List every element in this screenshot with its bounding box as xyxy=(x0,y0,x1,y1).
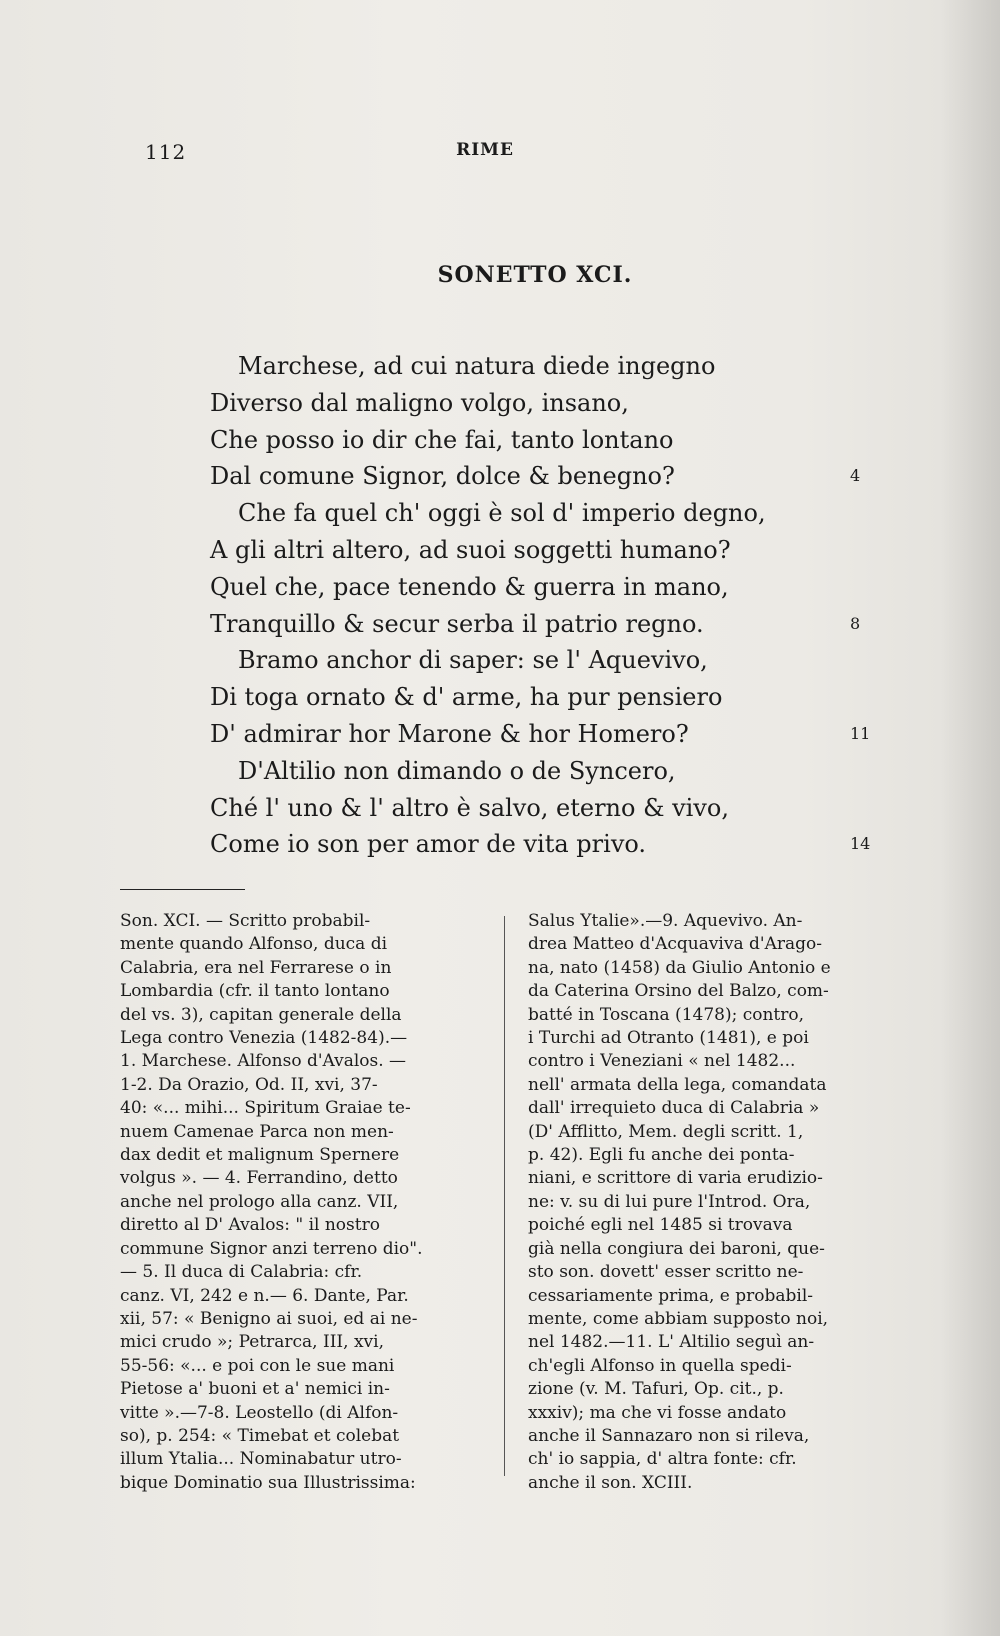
note-line: batté in Toscana (1478); contro, xyxy=(528,1004,805,1025)
verse-line xyxy=(210,495,910,532)
note-line: bique Dominatio sua Illustrissima: xyxy=(120,1472,416,1493)
note-line: 55-56: «... e poi con le sue mani xyxy=(120,1355,395,1376)
verse-line xyxy=(210,532,910,569)
page-number: 112 xyxy=(145,140,187,164)
verse-text: Che posso io dir che fai, tanto lontano xyxy=(210,425,674,454)
sonnet-title: SONETTO XCI. xyxy=(437,262,633,288)
verse-line xyxy=(210,348,910,385)
verse-text: Quel che, pace tenendo & guerra in mano, xyxy=(210,572,729,601)
note-line: so), p. 254: « Timebat et colebat xyxy=(120,1425,400,1446)
note-line: dax dedit et malignum Spernere xyxy=(120,1145,400,1166)
note-line: mente quando Alfonso, duca di xyxy=(120,934,388,955)
note-line: commune Signor anzi terreno dio". xyxy=(120,1238,423,1259)
notes-column-left xyxy=(120,910,496,1495)
verse-text: D'Altilio non dimando o de Syncero, xyxy=(238,756,676,785)
note-line: anche il son. XCIII. xyxy=(528,1472,693,1493)
note-line: mici crudo »; Petrarca, III, xvi, xyxy=(120,1332,384,1353)
verse-text: A gli altri altero, ad suoi soggetti humano? xyxy=(210,535,731,564)
verse-line xyxy=(210,422,910,459)
note-line: 1. Marchese. Alfonso d'Avalos. — xyxy=(120,1051,407,1072)
verse-text: Che fa quel ch' oggi è sol d' imperio degno, xyxy=(238,499,766,528)
verse-line xyxy=(210,569,910,606)
note-line: Calabria, era nel Ferrarese o in xyxy=(120,957,392,978)
note-line: niani, e scrittore di varia erudizio- xyxy=(528,1168,823,1189)
commentary-notes xyxy=(120,910,912,1510)
note-line: canz. VI, 242 e n.— 6. Dante, Par. xyxy=(120,1285,409,1306)
note-line: Pietose a' buoni et a' nemici in- xyxy=(120,1379,390,1400)
note-line: dall' irrequieto duca di Calabria » xyxy=(528,1098,820,1119)
note-line: anche il Sannazaro non si rileva, xyxy=(528,1425,810,1446)
verse-line xyxy=(210,790,910,827)
verse-text: Diverso dal maligno volgo, insano, xyxy=(210,388,629,417)
note-line: vitte ».—7-8. Leostello (di Alfon- xyxy=(120,1402,399,1423)
note-line: i Turchi ad Otranto (1481), e poi xyxy=(528,1028,809,1049)
note-line: Lega contro Venezia (1482-84).— xyxy=(120,1028,408,1049)
note-line: p. 42). Egli fu anche dei ponta- xyxy=(528,1145,795,1166)
note-line: na, nato (1458) da Giulio Antonio e xyxy=(528,957,831,978)
footnote-rule xyxy=(120,889,245,890)
verse-text: Ché l' uno & l' altro è salvo, eterno & vivo, xyxy=(210,793,729,822)
verse-text: Bramo anchor di saper: se l' Aquevivo, xyxy=(238,646,708,675)
line-number: 8 xyxy=(850,613,861,633)
note-line: da Caterina Orsino del Balzo, com- xyxy=(528,981,829,1002)
note-line: xii, 57: « Benigno ai suoi, ed ai ne- xyxy=(120,1308,418,1329)
line-number: 4 xyxy=(850,466,861,486)
note-line: — 5. Il duca di Calabria: cfr. xyxy=(120,1262,363,1283)
note-line: poiché egli nel 1485 si trovava xyxy=(528,1215,793,1236)
page-header xyxy=(145,140,825,170)
note-line: mente, come abbiam supposto noi, xyxy=(528,1308,829,1329)
running-title: RIME xyxy=(456,140,514,160)
sonnet-body xyxy=(210,348,910,863)
verse-text: Dal comune Signor, dolce & benegno? xyxy=(210,462,675,491)
note-line: zione (v. M. Tafuri, Op. cit., p. xyxy=(528,1379,784,1400)
note-line: Son. XCI. — Scritto probabil- xyxy=(120,911,371,931)
note-line: cessariamente prima, e probabil- xyxy=(528,1285,814,1306)
verse-text: Marchese, ad cui natura diede ingegno xyxy=(238,352,716,380)
note-line: diretto al D' Avalos: " il nostro xyxy=(120,1215,380,1236)
note-line: nell' armata della lega, comandata xyxy=(528,1074,827,1095)
note-line: sto son. dovett' esser scritto ne- xyxy=(528,1262,804,1283)
line-number: 14 xyxy=(850,834,871,854)
verse-line xyxy=(210,642,910,679)
page-gutter-shadow xyxy=(940,0,1000,1636)
verse-text: Tranquillo & secur serba il patrio regno. xyxy=(210,609,704,638)
note-line: nel 1482.—11. L' Altilio seguì an- xyxy=(528,1332,815,1353)
verse-text: D' admirar hor Marone & hor Homero? xyxy=(210,719,689,748)
note-line: nuem Camenae Parca non men- xyxy=(120,1121,394,1142)
verse-line xyxy=(210,458,910,495)
notes-column-right xyxy=(528,910,904,1495)
note-line: volgus ». — 4. Ferrandino, detto xyxy=(120,1168,398,1189)
verse-line xyxy=(210,716,910,753)
verse-line xyxy=(210,826,910,863)
note-line: ne: v. su di lui pure l'Introd. Ora, xyxy=(528,1191,811,1212)
note-line: del vs. 3), capitan generale della xyxy=(120,1004,402,1025)
note-line: 1-2. Da Orazio, Od. II, xvi, 37- xyxy=(120,1074,378,1095)
note-line: xxxiv); ma che vi fosse andato xyxy=(528,1402,787,1423)
verse-line xyxy=(210,679,910,716)
verse-text: Come io son per amor de vita privo. xyxy=(210,830,647,859)
note-line: 40: «... mihi... Spiritum Graiae te- xyxy=(120,1098,411,1119)
line-number: 11 xyxy=(850,723,871,743)
note-line: Salus Ytalie».—9. Aquevivo. An- xyxy=(528,911,803,931)
note-line: già nella congiura dei baroni, que- xyxy=(528,1238,825,1259)
note-line: drea Matteo d'Acquaviva d'Arago- xyxy=(528,934,822,955)
note-line: Lombardia (cfr. il tanto lontano xyxy=(120,981,390,1002)
note-line: illum Ytalia... Nominabatur utro- xyxy=(120,1449,402,1470)
note-line: anche nel prologo alla canz. VII, xyxy=(120,1191,399,1212)
note-line: contro i Veneziani « nel 1482... xyxy=(528,1051,796,1072)
verse-line xyxy=(210,753,910,790)
verse-line xyxy=(210,385,910,422)
note-line: ch' io sappia, d' altra fonte: cfr. xyxy=(528,1449,797,1470)
note-line: ch'egli Alfonso in quella spedi- xyxy=(528,1355,792,1376)
note-line: (D' Afflitto, Mem. degli scritt. 1, xyxy=(528,1121,804,1142)
verse-text: Di toga ornato & d' arme, ha pur pensiero xyxy=(210,683,723,712)
verse-line xyxy=(210,606,910,643)
column-divider xyxy=(504,916,505,1476)
